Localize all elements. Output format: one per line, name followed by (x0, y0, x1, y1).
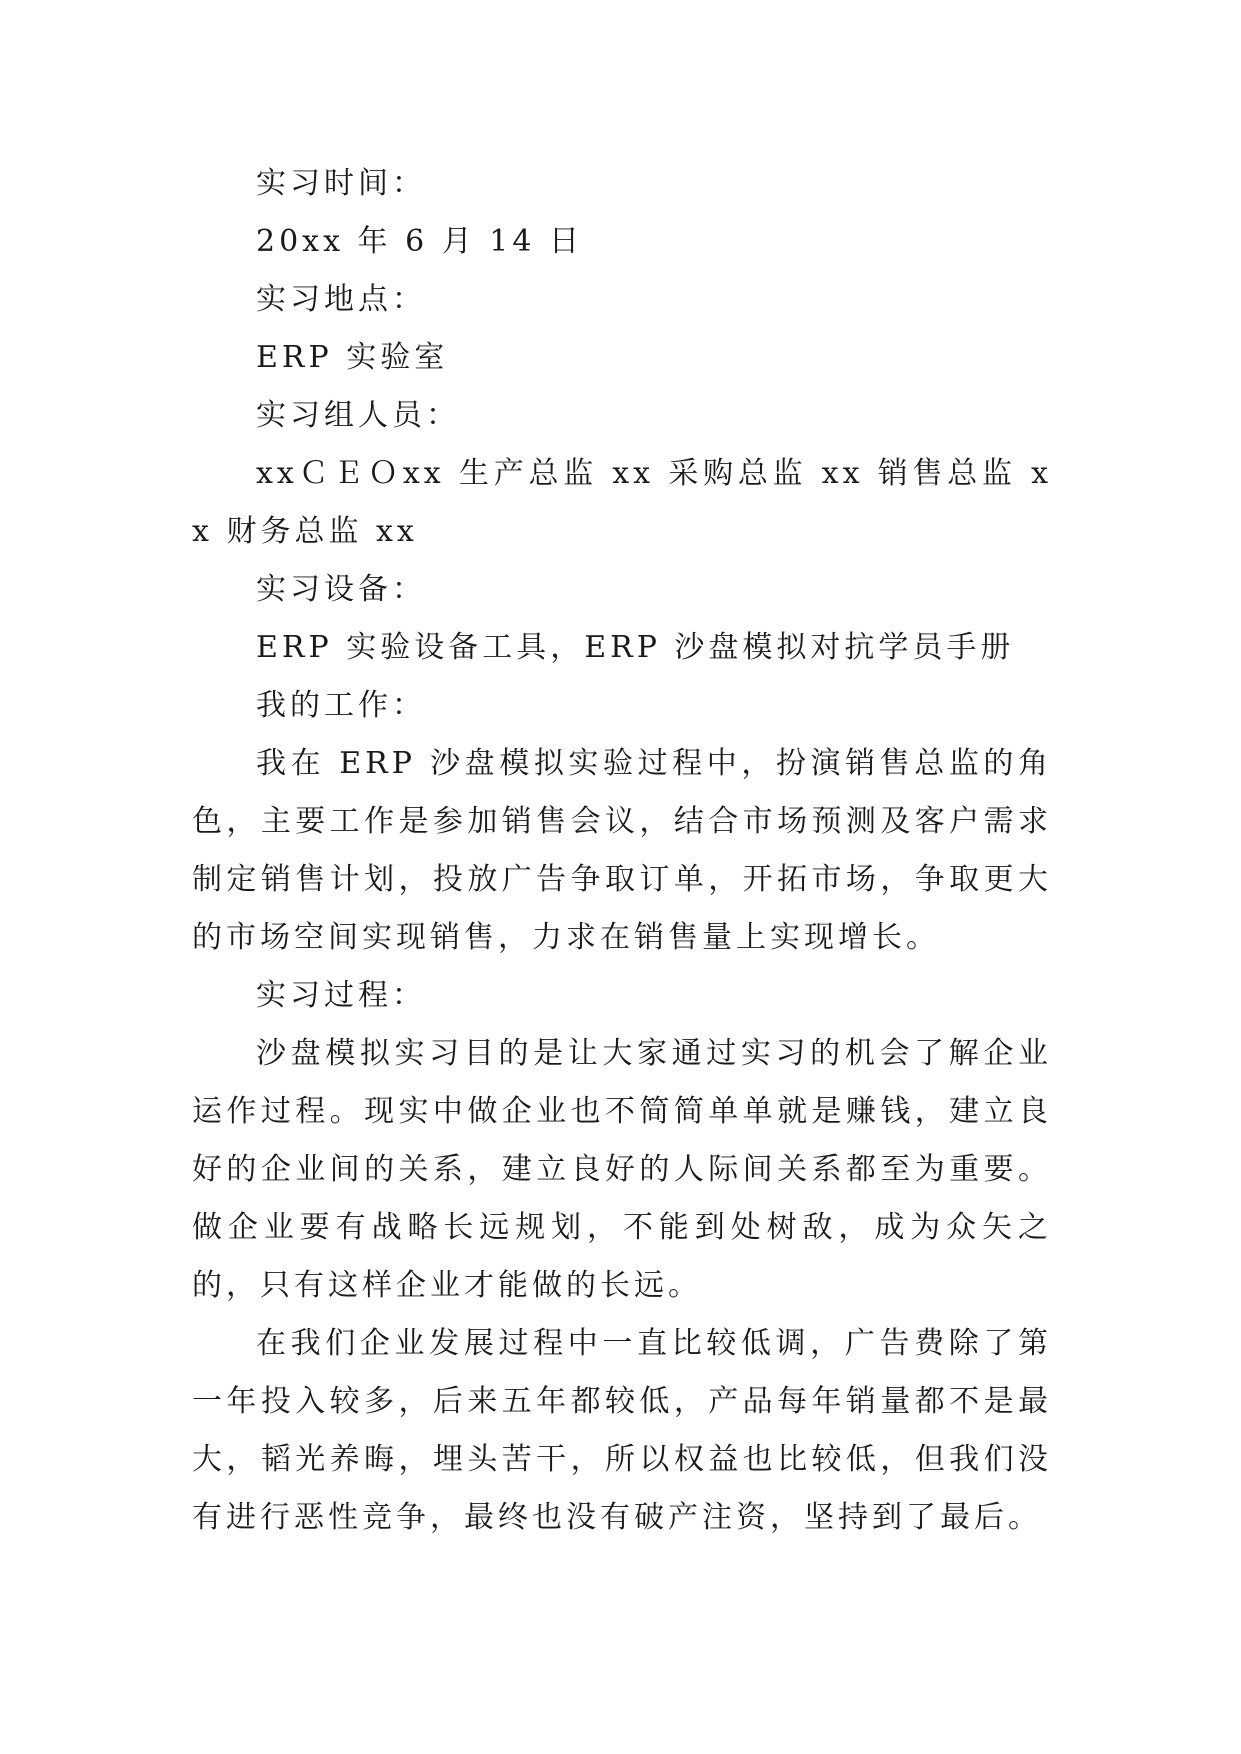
process-paragraph-1: 沙盘模拟实习目的是让大家通过实习的机会了解企业运作过程。现实中做企业也不简简单单就是赚钱，建立良好的企业间的关系，建立良好的人际间关系都至为重要。做企业要有战略长远规划，不能到处树敌，成为众矢之的，只有这样企业才能做的长远。 (192, 1036, 1052, 1303)
label-my-work: 我的工作： (256, 688, 426, 723)
equipment: ERP 实验设备工具，ERP 沙盘模拟对抗学员手册 (256, 630, 1015, 665)
label-internship-time: 实习时间： (256, 166, 426, 201)
process-paragraph-2: 在我们企业发展过程中一直比较低调，广告费除了第一年投入较多，后来五年都较低，产品每年销量都不是最大，韬光养晦，埋头苦干，所以权益也比较低，但我们没有进行恶性竞争，最终也没有破产注资，坚持到了最后。 (192, 1326, 1052, 1535)
my-work-paragraph: 我在 ERP 沙盘模拟实验过程中，扮演销售总监的角色，主要工作是参加销售会议，结合市场预测及客户需求制定销售计划，投放广告争取订单，开拓市场，争取更大的市场空间实现销售，力求在销售量上实现增长。 (192, 746, 1052, 955)
label-equipment: 实习设备： (256, 572, 426, 607)
internship-location: ERP 实验室 (256, 340, 449, 375)
internship-date: 20xx 年 6 月 14 日 (256, 224, 583, 259)
label-process: 实习过程： (256, 978, 426, 1013)
label-internship-location: 实习地点： (256, 282, 426, 317)
label-team-members: 实习组人员： (256, 398, 460, 433)
document-body (192, 155, 1052, 1547)
team-members: xxＣＥＯxx 生产总监 xx 采购总监 xx 销售总监 xx 财务总监 xx (192, 456, 1052, 549)
